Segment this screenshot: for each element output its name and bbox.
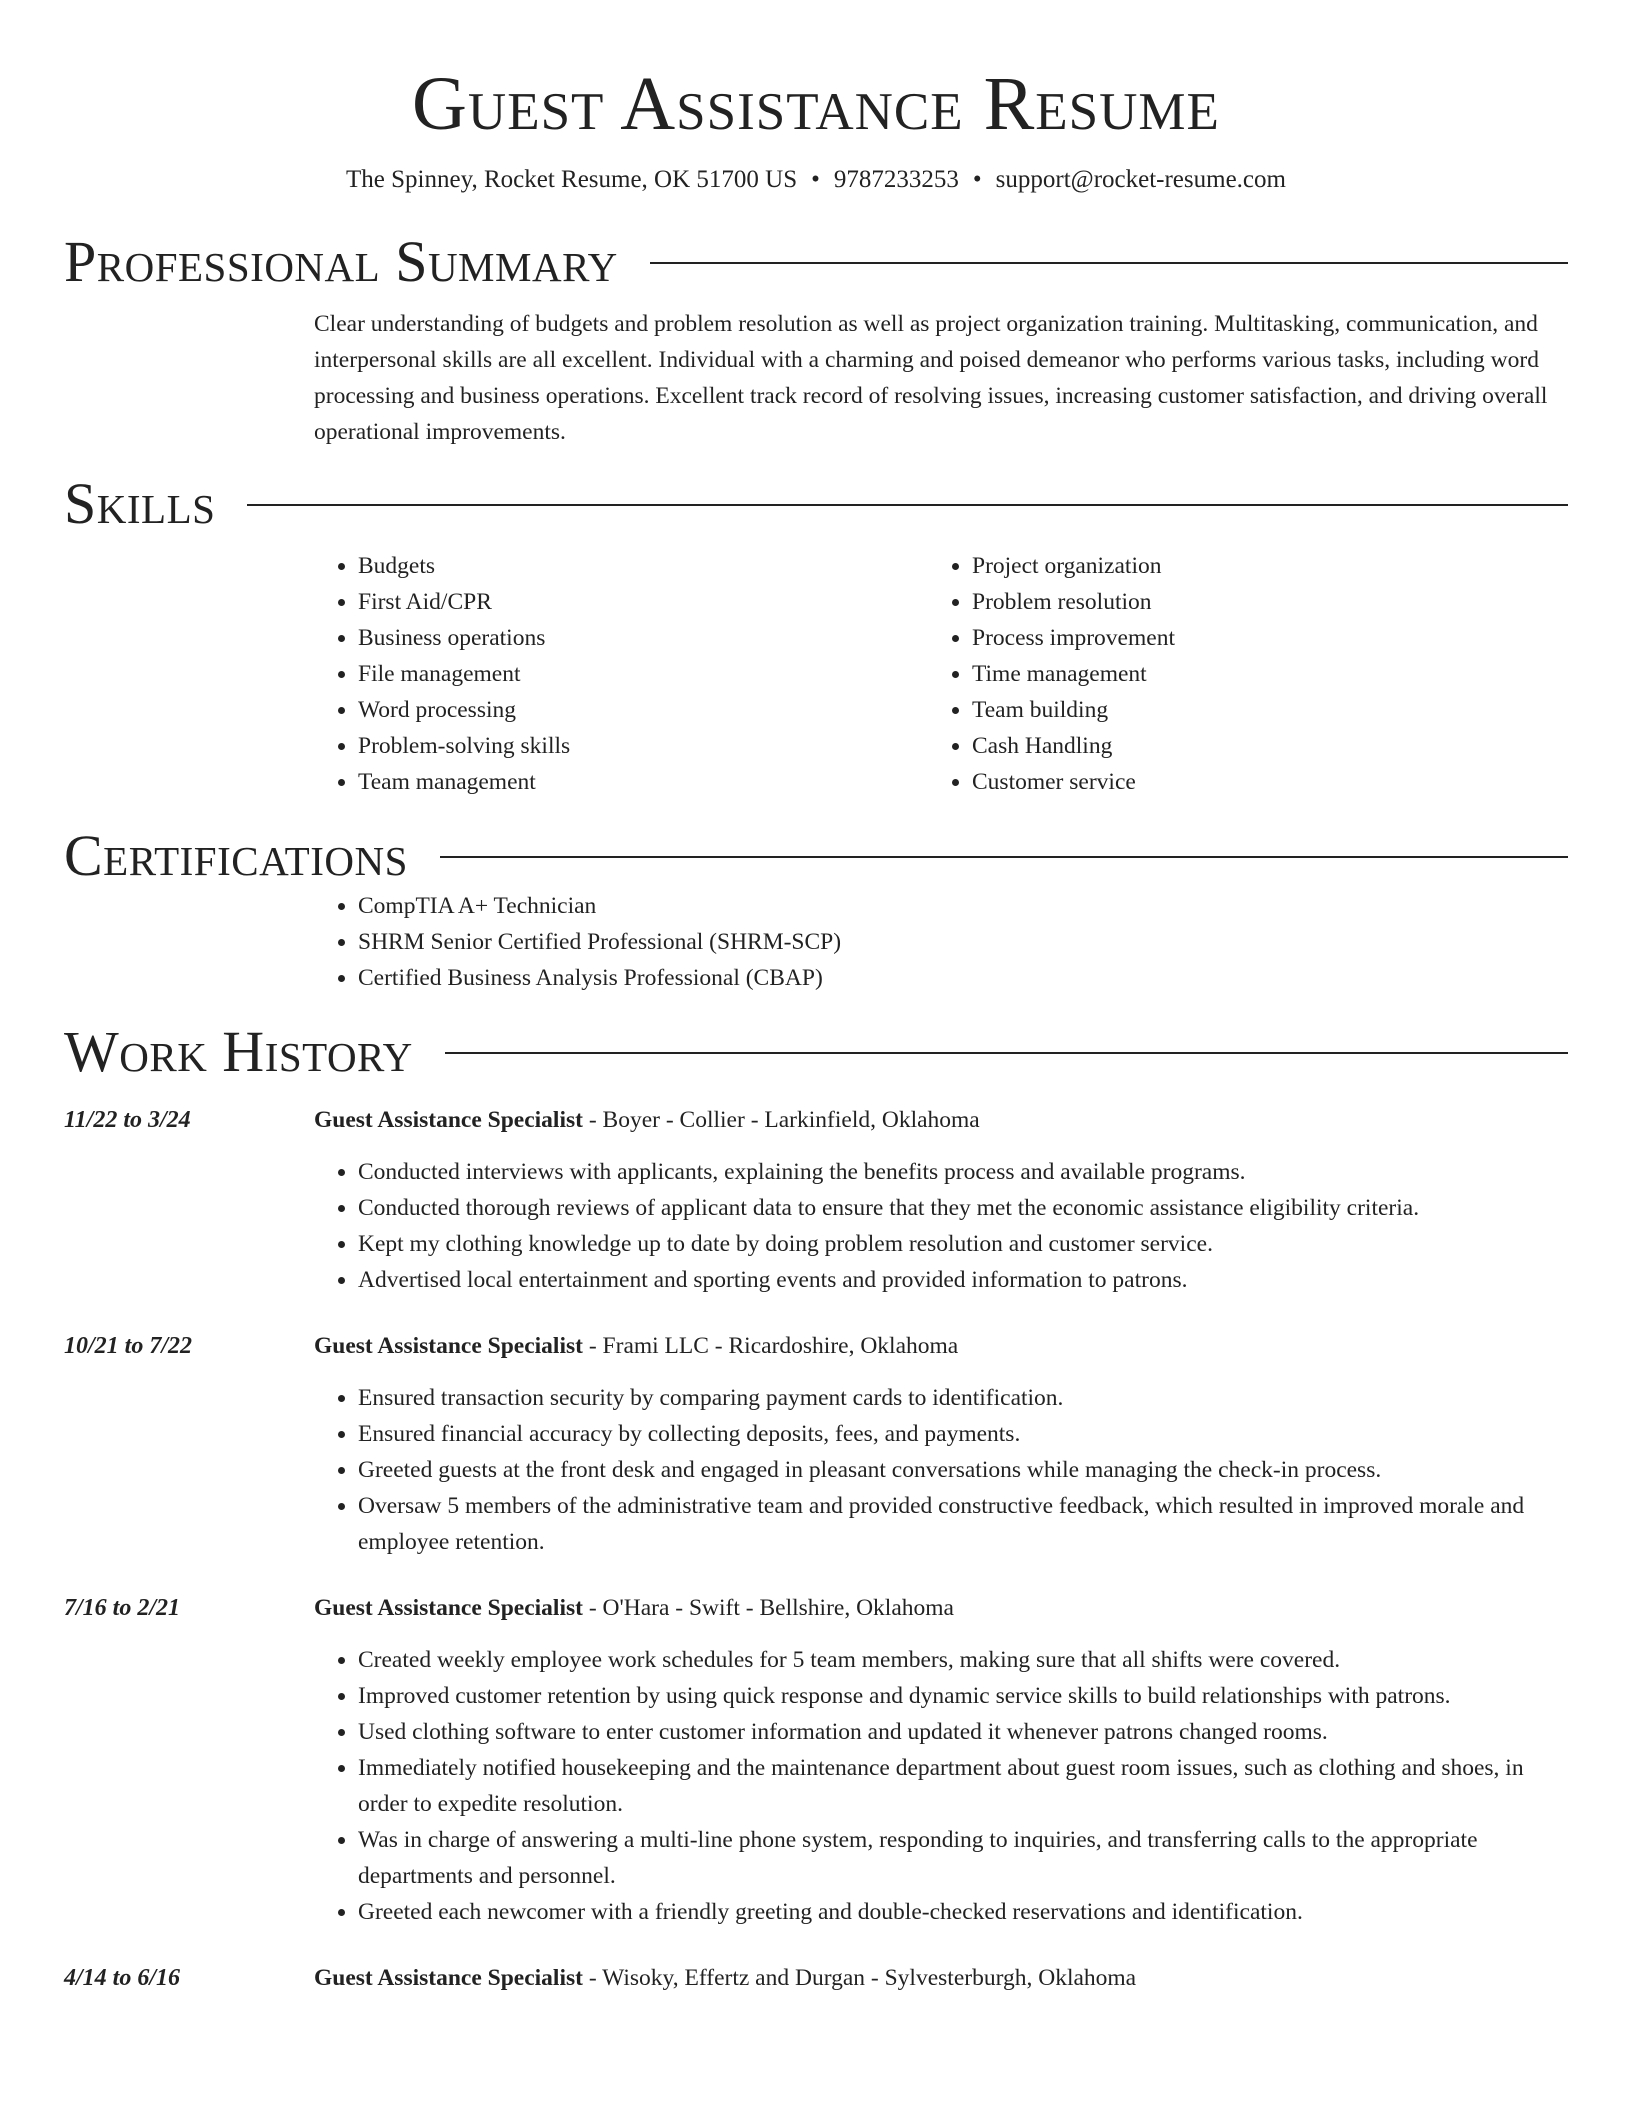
skill-item: • Problem-solving skills [358, 728, 928, 764]
job-duties-list [314, 1154, 1568, 1298]
job-employer: - Wisoky, Effertz and Durgan - Sylvesterburgh, Oklahoma [582, 1965, 1137, 1991]
skill-item: • Customer service [972, 764, 1542, 800]
certifications-section [314, 888, 1568, 996]
contact-address: The Spinney, Rocket Resume, OK 51700 US [346, 166, 798, 193]
certification-item: • SHRM Senior Certified Professional (SHRM-SCP) [358, 924, 1568, 960]
summary-text: Clear understanding of budgets and problem resolution as well as project organization training. Multitasking, communication, and interpersonal skills are all excellent. Individual with a charming and poised demeanor who performs various tasks, including word processing and business operations. Excellent track record of resolving issues, increasing customer satisfaction, and driving overall operational improvements. [314, 311, 1548, 445]
job-duty-item: • Used clothing software to enter customer information and updated it whenever patrons changed rooms. [358, 1714, 1568, 1750]
job-dates: 11/22 to 3/24 [64, 1107, 191, 1133]
job-title: Guest Assistance Specialist [314, 1595, 583, 1621]
job-dates: 10/21 to 7/22 [64, 1333, 193, 1359]
skills-column-right [928, 548, 1542, 800]
skill-item: • Team building [972, 692, 1542, 728]
job-employer: - Frami LLC - Ricardoshire, Oklahoma [582, 1333, 959, 1359]
job-duty-item: • Ensured transaction security by comparing payment cards to identification. [358, 1380, 1568, 1416]
job-heading [314, 1328, 1568, 1364]
job-duty-item: • Greeted guests at the front desk and engaged in pleasant conversations while managing the check-in process. [358, 1452, 1568, 1488]
job-heading [314, 1960, 1568, 1996]
contact-separator: • [972, 166, 982, 193]
job-heading [314, 1590, 1568, 1626]
skill-item: • Project organization [972, 548, 1542, 584]
skill-item: • First Aid/CPR [358, 584, 928, 620]
work-history-section-header [64, 1020, 1568, 1084]
skill-item: • Cash Handling [972, 728, 1542, 764]
job-entry [64, 1102, 1568, 1298]
job-duty-item: • Conducted thorough reviews of applicant data to ensure that they met the economic assistance eligibility criteria. [358, 1190, 1568, 1226]
job-duty-item: • Improved customer retention by using quick response and dynamic service skills to build relationships with patrons. [358, 1678, 1568, 1714]
section-divider [650, 262, 1568, 264]
skills-section-header [64, 472, 1568, 536]
summary-heading: Professional Summary [64, 229, 618, 294]
job-details [314, 1590, 1568, 1930]
skill-item: • Team management [358, 764, 928, 800]
summary-section-header [64, 230, 1568, 294]
job-duty-item: • Oversaw 5 members of the administrative team and provided constructive feedback, which resulted in improved morale and employee retention. [358, 1488, 1568, 1560]
section-divider [445, 1052, 1568, 1054]
job-duty-item: • Conducted interviews with applicants, explaining the benefits process and available programs. [358, 1154, 1568, 1190]
job-dates: 7/16 to 2/21 [64, 1595, 181, 1621]
job-duties-list [314, 1642, 1568, 1930]
skill-item: • Process improvement [972, 620, 1542, 656]
skill-item: • Budgets [358, 548, 928, 584]
skill-item: • Business operations [358, 620, 928, 656]
work-history-list [64, 1102, 1568, 1996]
section-divider [247, 504, 1568, 506]
skills-section [314, 548, 1568, 800]
job-duties-list [314, 1380, 1568, 1560]
skills-list-left [314, 548, 928, 800]
job-duty-item: • Immediately notified housekeeping and the maintenance department about guest room issues, such as clothing and shoes, in order to expedite resolution. [358, 1750, 1568, 1822]
certifications-heading: Certifications [64, 823, 408, 888]
job-entry [64, 1590, 1568, 1930]
job-employer: - Boyer - Collier - Larkinfield, Oklahoma [582, 1107, 980, 1133]
job-entry [64, 1328, 1568, 1560]
job-employer: - O'Hara - Swift - Bellshire, Oklahoma [582, 1595, 954, 1621]
summary-section [314, 306, 1568, 450]
skill-item: • Time management [972, 656, 1542, 692]
job-title: Guest Assistance Specialist [314, 1965, 583, 1991]
resume-title: Guest Assistance Resume [412, 62, 1220, 146]
job-entry [64, 1960, 1568, 1996]
contact-separator: • [811, 166, 820, 193]
job-heading [314, 1102, 1568, 1138]
skills-column-left [314, 548, 928, 800]
certification-item: • CompTIA A+ Technician [358, 888, 1568, 924]
work-history-heading: Work History [64, 1019, 413, 1084]
skill-item: • Problem resolution [972, 584, 1542, 620]
job-duty-item: • Ensured financial accuracy by collecting deposits, fees, and payments. [358, 1416, 1568, 1452]
job-duty-item: • Greeted each newcomer with a friendly greeting and double-checked reservations and identification. [358, 1894, 1568, 1930]
job-duty-item: • Was in charge of answering a multi-line phone system, responding to inquiries, and transferring calls to the appropriate departments and personnel. [358, 1822, 1568, 1894]
contact-phone: 9787233253 [833, 166, 959, 193]
job-duty-item: • Advertised local entertainment and sporting events and provided information to patrons. [358, 1262, 1568, 1298]
job-title: Guest Assistance Specialist [314, 1333, 583, 1359]
job-duty-item: • Created weekly employee work schedules for 5 team members, making sure that all shifts were covered. [358, 1642, 1568, 1678]
skill-item: • Word processing [358, 692, 928, 728]
job-details [314, 1102, 1568, 1298]
contact-line [64, 164, 1568, 196]
job-title: Guest Assistance Specialist [314, 1107, 583, 1133]
skills-heading: Skills [64, 471, 216, 536]
section-divider [440, 856, 1568, 858]
certifications-list [314, 888, 1568, 996]
job-duty-item: • Kept my clothing knowledge up to date by doing problem resolution and customer service. [358, 1226, 1568, 1262]
certification-item: • Certified Business Analysis Professional (CBAP) [358, 960, 1568, 996]
job-details [314, 1328, 1568, 1560]
skills-grid [314, 548, 1568, 800]
job-dates: 4/14 to 6/16 [64, 1965, 181, 1991]
certifications-section-header [64, 824, 1568, 888]
contact-email[interactable]: support@rocket-resume.com [995, 166, 1286, 193]
skills-list-right [928, 548, 1542, 800]
job-details [314, 1960, 1568, 1996]
skill-item: • File management [358, 656, 928, 692]
